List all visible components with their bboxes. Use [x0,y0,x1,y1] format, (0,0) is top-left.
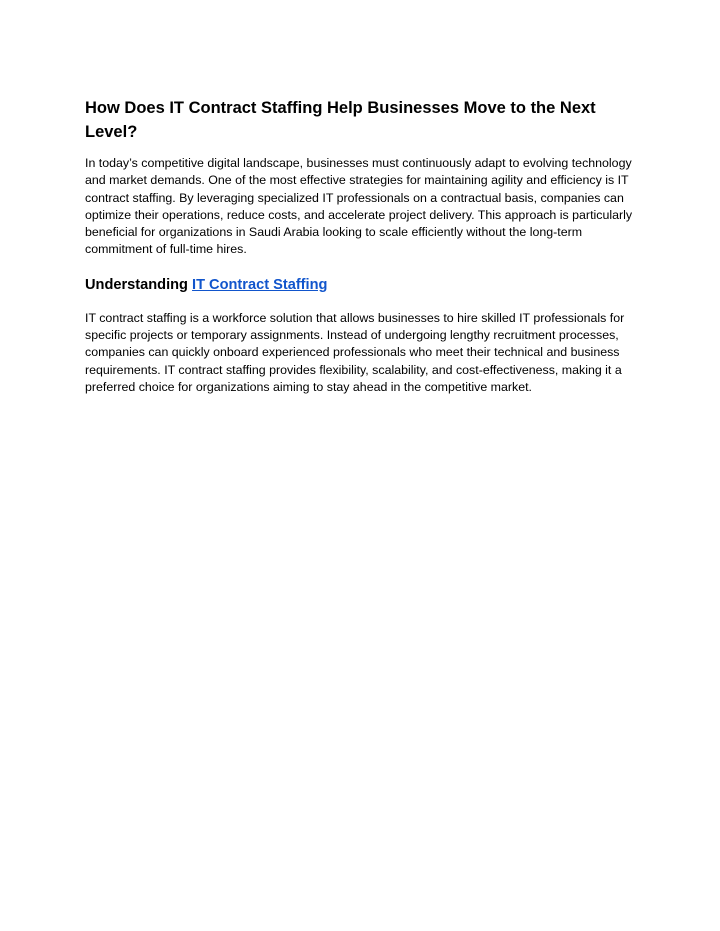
intro-paragraph: In today’s competitive digital landscape, businesses must continuously adapt to evolving technology and market demands. One of the most effective strategies for maintaining agility and efficiency is IT contract staffing. By leveraging specialized IT professionals on a contractual basis, companies can optimize their operations, reduce costs, and accelerate project delivery. This approach is particularly beneficial for organizations in Saudi Arabia looking to scale efficiently without the long-term commitment of full-time hires. [85,156,633,257]
it-contract-staffing-link[interactable]: IT Contract Staffing [192,276,328,293]
section-heading-prefix: Understanding [85,276,193,293]
document-title: How Does IT Contract Staffing Help Businesses Move to the Next Level? [85,99,596,141]
section-heading [85,275,645,295]
document-content [85,96,645,396]
section-paragraph: IT contract staffing is a workforce solution that allows businesses to hire skilled IT professionals for specific projects or temporary assignments. Instead of undergoing lengthy recruitment processes, companies can quickly onboard experienced professionals who meet their technical and business requirements. IT contract staffing provides flexibility, scalability, and cost-effectiveness, making it a preferred choice for organizations aiming to stay ahead in the competitive market. [85,310,625,394]
